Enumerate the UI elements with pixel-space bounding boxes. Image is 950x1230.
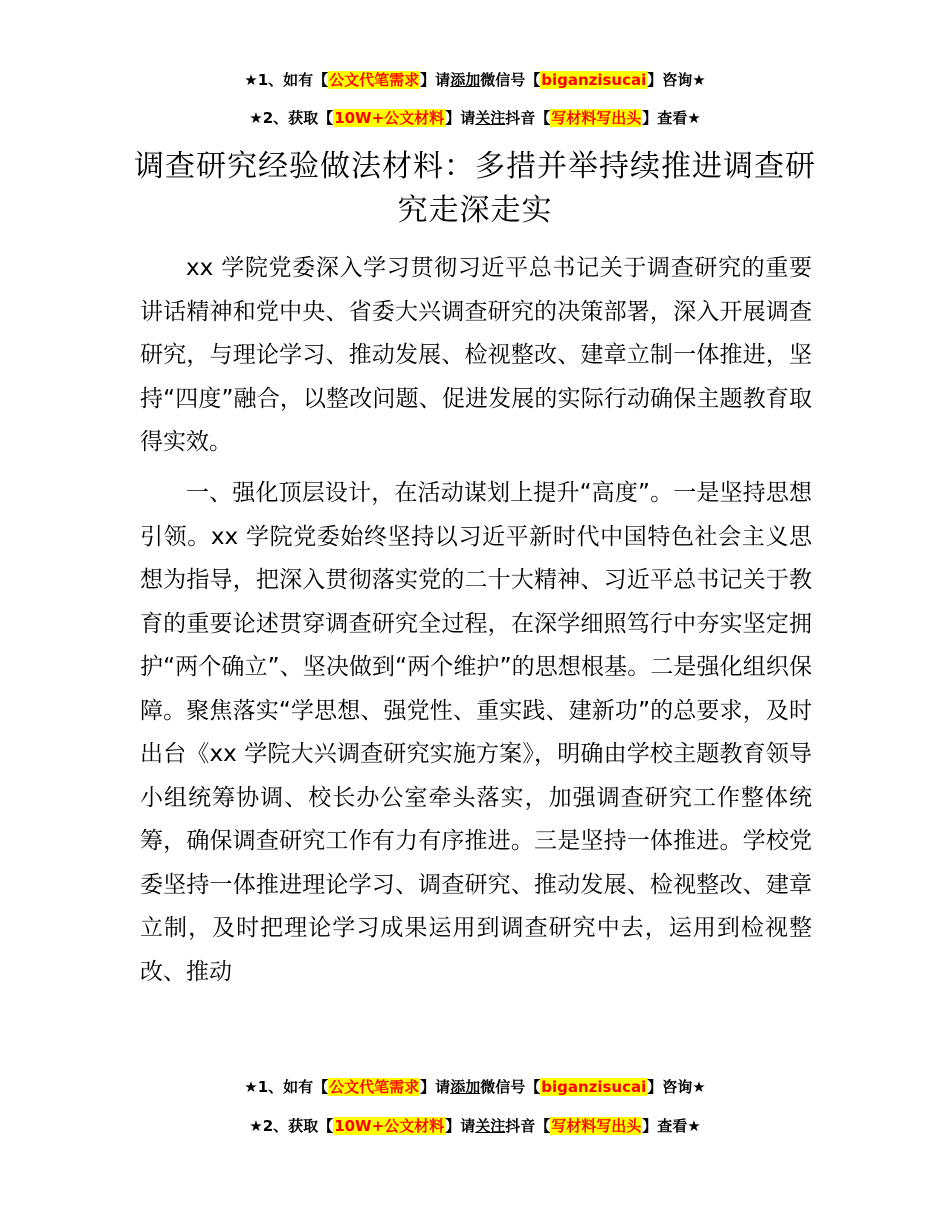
- banner-text: ★1、如有【: [244, 1078, 329, 1096]
- banner-text: ★2、获取【: [249, 109, 334, 127]
- highlight-douyin-name: 写材料写出头: [551, 1117, 642, 1135]
- banner-text: 】请: [445, 1117, 476, 1135]
- highlight-service: 公文代笔需求: [329, 1078, 420, 1096]
- banner-text: 抖音【: [505, 1117, 551, 1135]
- paragraph-section-1: 一、强化顶层设计，在活动谋划上提升“高度”。一是坚持思想引领。xx 学院党委始终坚持以习近平新时代中国特色社会主义思想为指导，把深入贯彻落实党的二十大精神、习近平总书记关于教育的重要论述贯穿调查研究全过程，在深学细照笃行中夯实坚定拥护“两个确立”、坚决做到“两个维护”的思想根基。二是强化组织保障。聚焦落实“学思想、强党性、重实践、建新功”的总要求，及时出台《xx 学院大兴调查研究实施方案》，明确由学校主题教育领导小组统筹协调、校长办公室牵头落实，加强调查研究工作整体统筹，确保调查研究工作有力有序推进。三是坚持一体推进。学校党委坚持一体推进理论学习、调查研究、推动发展、检视整改、建章立制，及时把理论学习成果运用到调查研究中去，运用到检视整改、推动: [140, 480, 812, 985]
- top-banner-line-2: [0, 106, 950, 130]
- banner-text: 】请: [445, 109, 476, 127]
- underlined-text: 添加: [450, 71, 481, 89]
- paragraph-intro: xx 学院党委深入学习贯彻习近平总书记关于调查研究的重要讲话精神和党中央、省委大兴调查研究的决策部署，深入开展调查研究，与理论学习、推动发展、检视整改、建章立制一体推进，坚持“四度”融合，以整改问题、促进发展的实际行动确保主题教育取得实效。: [140, 255, 812, 455]
- banner-text: 】查看★: [642, 1117, 701, 1135]
- banner-text: 】请: [420, 1078, 451, 1096]
- highlight-materials: 10W+公文材料: [334, 109, 445, 127]
- banner-text: 】咨询★: [647, 71, 706, 89]
- banner-text: ★1、如有【: [244, 71, 329, 89]
- banner-text: 】请: [420, 71, 451, 89]
- banner-text: 抖音【: [505, 109, 551, 127]
- highlight-douyin-name: 写材料写出头: [551, 109, 642, 127]
- top-banner-line-1: [0, 68, 950, 92]
- underlined-text: 添加: [450, 1078, 481, 1096]
- bottom-banner-line-1: [0, 1075, 950, 1099]
- banner-text: 微信号【: [480, 1078, 541, 1096]
- banner-text: 】查看★: [642, 109, 701, 127]
- banner-text: ★2、获取【: [249, 1117, 334, 1135]
- underlined-text: 关注: [475, 109, 506, 127]
- banner-text: 】咨询★: [647, 1078, 706, 1096]
- highlight-service: 公文代笔需求: [329, 71, 420, 89]
- banner-text: 微信号【: [480, 71, 541, 89]
- highlight-wechat-id: biganzisucai: [541, 1078, 647, 1096]
- highlight-materials: 10W+公文材料: [334, 1117, 445, 1135]
- document-title: 调查研究经验做法材料：多措并举持续推进调查研究走深走实: [134, 149, 816, 228]
- highlight-wechat-id: biganzisucai: [541, 71, 647, 89]
- underlined-text: 关注: [475, 1117, 506, 1135]
- bottom-banner-line-2: [0, 1114, 950, 1138]
